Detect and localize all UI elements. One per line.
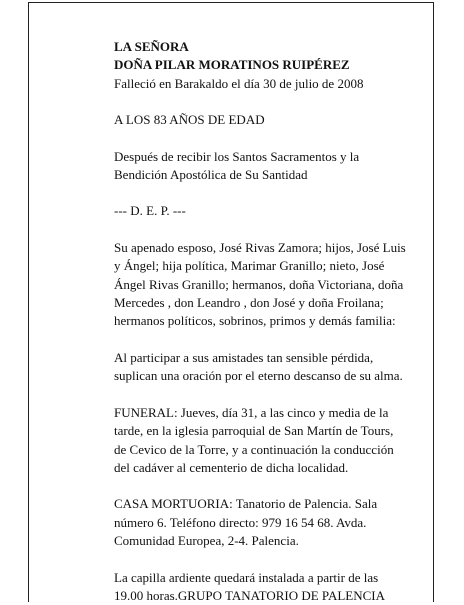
death-line: Falleció en Barakaldo el día 30 de julio de 2008 — [114, 75, 364, 91]
family-line: Su apenado esposo, José Rivas Zamora; hijos, José Luis — [114, 239, 406, 255]
obituary-notice — [114, 38, 414, 605]
mortuary-line: Comunidad Europea, 2-4. Palencia. — [114, 533, 299, 549]
sacraments-line: Después de recibir los Santos Sacramentos y la — [114, 148, 360, 164]
spacer — [114, 331, 414, 349]
spacer — [114, 477, 414, 495]
chapel-line: La capilla ardiente quedará instalada a partir de las — [114, 569, 379, 585]
mortuary-line: CASA MORTUORIA: Tanatorio de Palencia. Sala — [114, 496, 378, 512]
rip-line: --- D. E. P. --- — [114, 203, 186, 219]
chapel-line: 19.00 horas.GRUPO TANATORIO DE PALENCIA — [114, 587, 386, 603]
request-line: suplican una oración por el eterno descanso de su alma. — [114, 368, 403, 384]
request-line: Al participar a sus amistades tan sensible pérdida, — [114, 349, 374, 365]
spacer — [114, 551, 414, 569]
spacer — [114, 184, 414, 202]
funeral-line: FUNERAL: Jueves, día 31, a las cinco y media de la — [114, 404, 389, 420]
funeral-line: de Cevico de la Torre, y a continuación la conducción — [114, 441, 394, 457]
spacer — [114, 221, 414, 239]
age-line: A LOS 83 AÑOS DE EDAD — [114, 112, 265, 128]
spacer — [114, 93, 414, 111]
family-line: y Ángel; hija política, Marimar Granillo; nieto, José — [114, 258, 385, 274]
deceased-name: DOÑA PILAR MORATINOS RUIPÉREZ — [114, 57, 350, 73]
family-line: hermanos políticos, sobrinos, primos y demás familia: — [114, 313, 396, 329]
spacer — [114, 386, 414, 404]
family-line: Ángel Rivas Granillo; hermanos, doña Victoriana, doña — [114, 276, 404, 292]
family-line: Mercedes , don Leandro , don José y doña Froilana; — [114, 295, 384, 311]
notice-title-line1: LA SEÑORA — [114, 39, 189, 54]
spacer — [114, 130, 414, 148]
mortuary-line: número 6. Teléfono directo: 979 16 54 68. Avda. — [114, 514, 367, 530]
funeral-line: tarde, en la iglesia parroquial de San Martín de Tours, — [114, 423, 394, 439]
sacraments-line: Bendición Apostólica de Su Santidad — [114, 167, 308, 183]
funeral-line: del cadáver al cementerio de dicha localidad. — [114, 459, 349, 475]
